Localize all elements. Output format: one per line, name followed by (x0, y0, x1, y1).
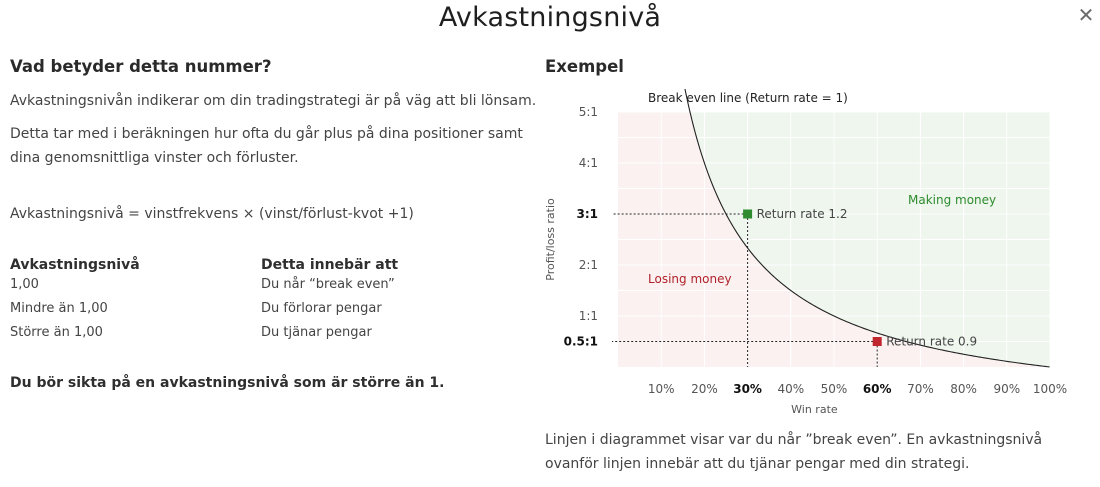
data-point-marker (873, 337, 882, 346)
y-tick-label: 4:1 (578, 156, 598, 170)
chart-footnote: Linjen i diagrammet visar var du når ”break even”. En avkastningsnivå ovanför linjen innebär att du tjänar pengar med din strategi. (545, 432, 1043, 472)
section-heading-meaning: Vad betyder detta nummer? (10, 57, 272, 76)
data-point-marker (743, 210, 752, 219)
x-tick-label: 10% (647, 382, 675, 396)
data-point-label: Return rate 1.2 (756, 207, 848, 221)
break-even-chart (540, 80, 1070, 425)
region-label-losing: Losing money (648, 272, 732, 286)
table-cell: Större än 1,00 (10, 325, 103, 340)
y-tick-label: 5:1 (578, 105, 598, 119)
x-tick-label: 60% (862, 382, 892, 396)
x-tick-label: 70% (907, 382, 934, 396)
y-axis-label: Profit/loss ratio (544, 198, 557, 281)
formula-text: Avkastningsnivå = vinstfrekvens × (vinst/förlust-kvot +1) (10, 206, 414, 222)
table-cell: Du tjänar pengar (261, 325, 372, 340)
y-tick-label: 2:1 (578, 258, 598, 272)
x-tick-label: 50% (820, 382, 848, 396)
table-header-meaning: Detta innebär att (261, 257, 399, 273)
table-header-level: Avkastningsnivå (10, 257, 140, 273)
intro-paragraph: Avkastningsnivån indikerar om din tradingstrategi är på väg att bli lönsam. (10, 93, 537, 109)
x-tick-label: 100% (1032, 382, 1068, 396)
conclusion-text: Du bör sikta på en avkastningsnivå som är större än 1. (10, 375, 445, 391)
x-tick-label: 80% (950, 382, 977, 396)
close-icon[interactable]: ✕ (1077, 3, 1095, 27)
y-tick-label: 0.5:1 (563, 334, 598, 349)
x-axis-label: Win rate (791, 403, 838, 416)
x-tick-label: 30% (733, 382, 762, 396)
y-tick-label: 3:1 (576, 207, 598, 221)
section-heading-example: Exempel (545, 57, 624, 76)
x-tick-label: 90% (993, 382, 1021, 396)
table-cell: Du når “break even” (261, 277, 395, 292)
x-tick-label: 40% (777, 382, 805, 396)
chart-title: Break even line (Return rate = 1) (648, 91, 848, 105)
explanation-paragraph: Detta tar med i beräkningen hur ofta du går plus på dina positioner samt dina genomsnittliga vinster och förluster. (10, 126, 523, 166)
table-cell: Du förlorar pengar (261, 301, 382, 316)
y-tick-label: 1:1 (578, 309, 598, 323)
table-cell: 1,00 (10, 277, 39, 292)
data-point-label: Return rate 0.9 (886, 334, 978, 349)
x-tick-label: 20% (691, 382, 718, 396)
region-label-making: Making money (908, 193, 997, 207)
dialog-title: Avkastningsnivå (438, 2, 662, 33)
table-cell: Mindre än 1,00 (10, 301, 108, 316)
